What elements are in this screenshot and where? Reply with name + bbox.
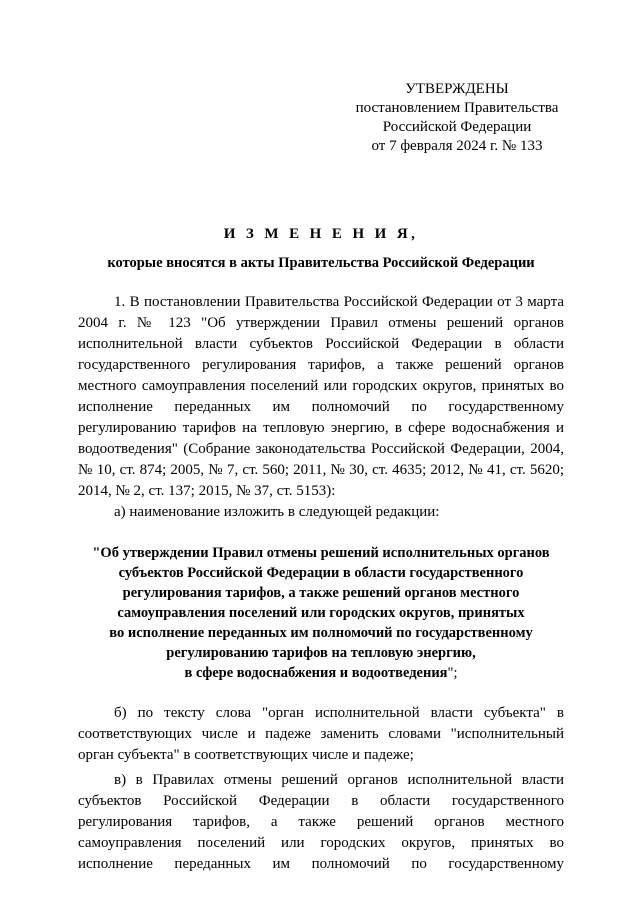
document-title: И З М Е Н Е Н И Я, (223, 226, 419, 242)
paragraph-a: а) наименование изложить в следующей редакции: (114, 504, 440, 520)
quote-line: в сфере водоснабжения и водоотведения (184, 665, 448, 681)
approval-heading: УТВЕРЖДЕНЫ (405, 81, 509, 97)
quote-line: субъектов Российской Федерации в области государственного (118, 565, 524, 581)
approval-line: Российской Федерации (382, 119, 532, 135)
quote-line: регулирования тарифов, а также решений органов местного (122, 585, 520, 601)
quote-last-line (78, 663, 564, 683)
approval-line: постановлением Правительства (355, 100, 559, 116)
paragraph-b: б) по тексту слова "орган исполнительной власти субъекта" в соответствующих числе и падеже заменить словами "исполнительный орган субъекта" в соответствующих числе и падеже; (78, 705, 564, 763)
quote-line: во исполнение переданных им полномочий по государственному (109, 625, 533, 641)
document-subtitle: которые вносятся в акты Правительства Российской Федерации (107, 255, 535, 271)
quote-line: регулированию тарифов на тепловую энергию, (166, 645, 476, 661)
paragraph-c: в) в Правилах отмены решений органов исполнительной власти субъектов Российской Федерации в области государственного регулирования тарифов, а также решений органов местного самоуправления поселений или городских округов, принятых во исполнение переданных им полномочий по государственному (78, 772, 564, 872)
quote-closing: "; (447, 665, 458, 681)
document-body (78, 292, 564, 875)
approval-block (330, 80, 584, 156)
quote-line: "Об утверждении Правил отмены решений исполнительных органов (92, 545, 550, 561)
paragraph-1: 1. В постановлении Правительства Российской Федерации от 3 марта 2004 г. № 123 "Об утверждении Правил отмены решений органов исполнительной власти субъектов Российской Федерации в области государственного регулирования тарифов, а также решений органов местного самоуправления поселений или городских округов, принятых во исполнение переданных им полномочий по государственному регулированию тарифов на тепловую энергию, в сфере водоснабжения и водоотведения" (Собрание законодательства Российской Федерации, 2004, № 10, ст. 874; 2005, № 7, ст. 560; 2011, № 30, ст. 4635; 2012, № 41, ст. 5620; 2014, № 2, ст. 137; 2015, № 37, ст. 5153): (78, 294, 564, 499)
quoted-new-title (78, 543, 564, 683)
approval-line: от 7 февраля 2024 г. № 133 (371, 138, 543, 154)
quote-line: самоуправления поселений или городских округов, принятых (117, 605, 525, 621)
